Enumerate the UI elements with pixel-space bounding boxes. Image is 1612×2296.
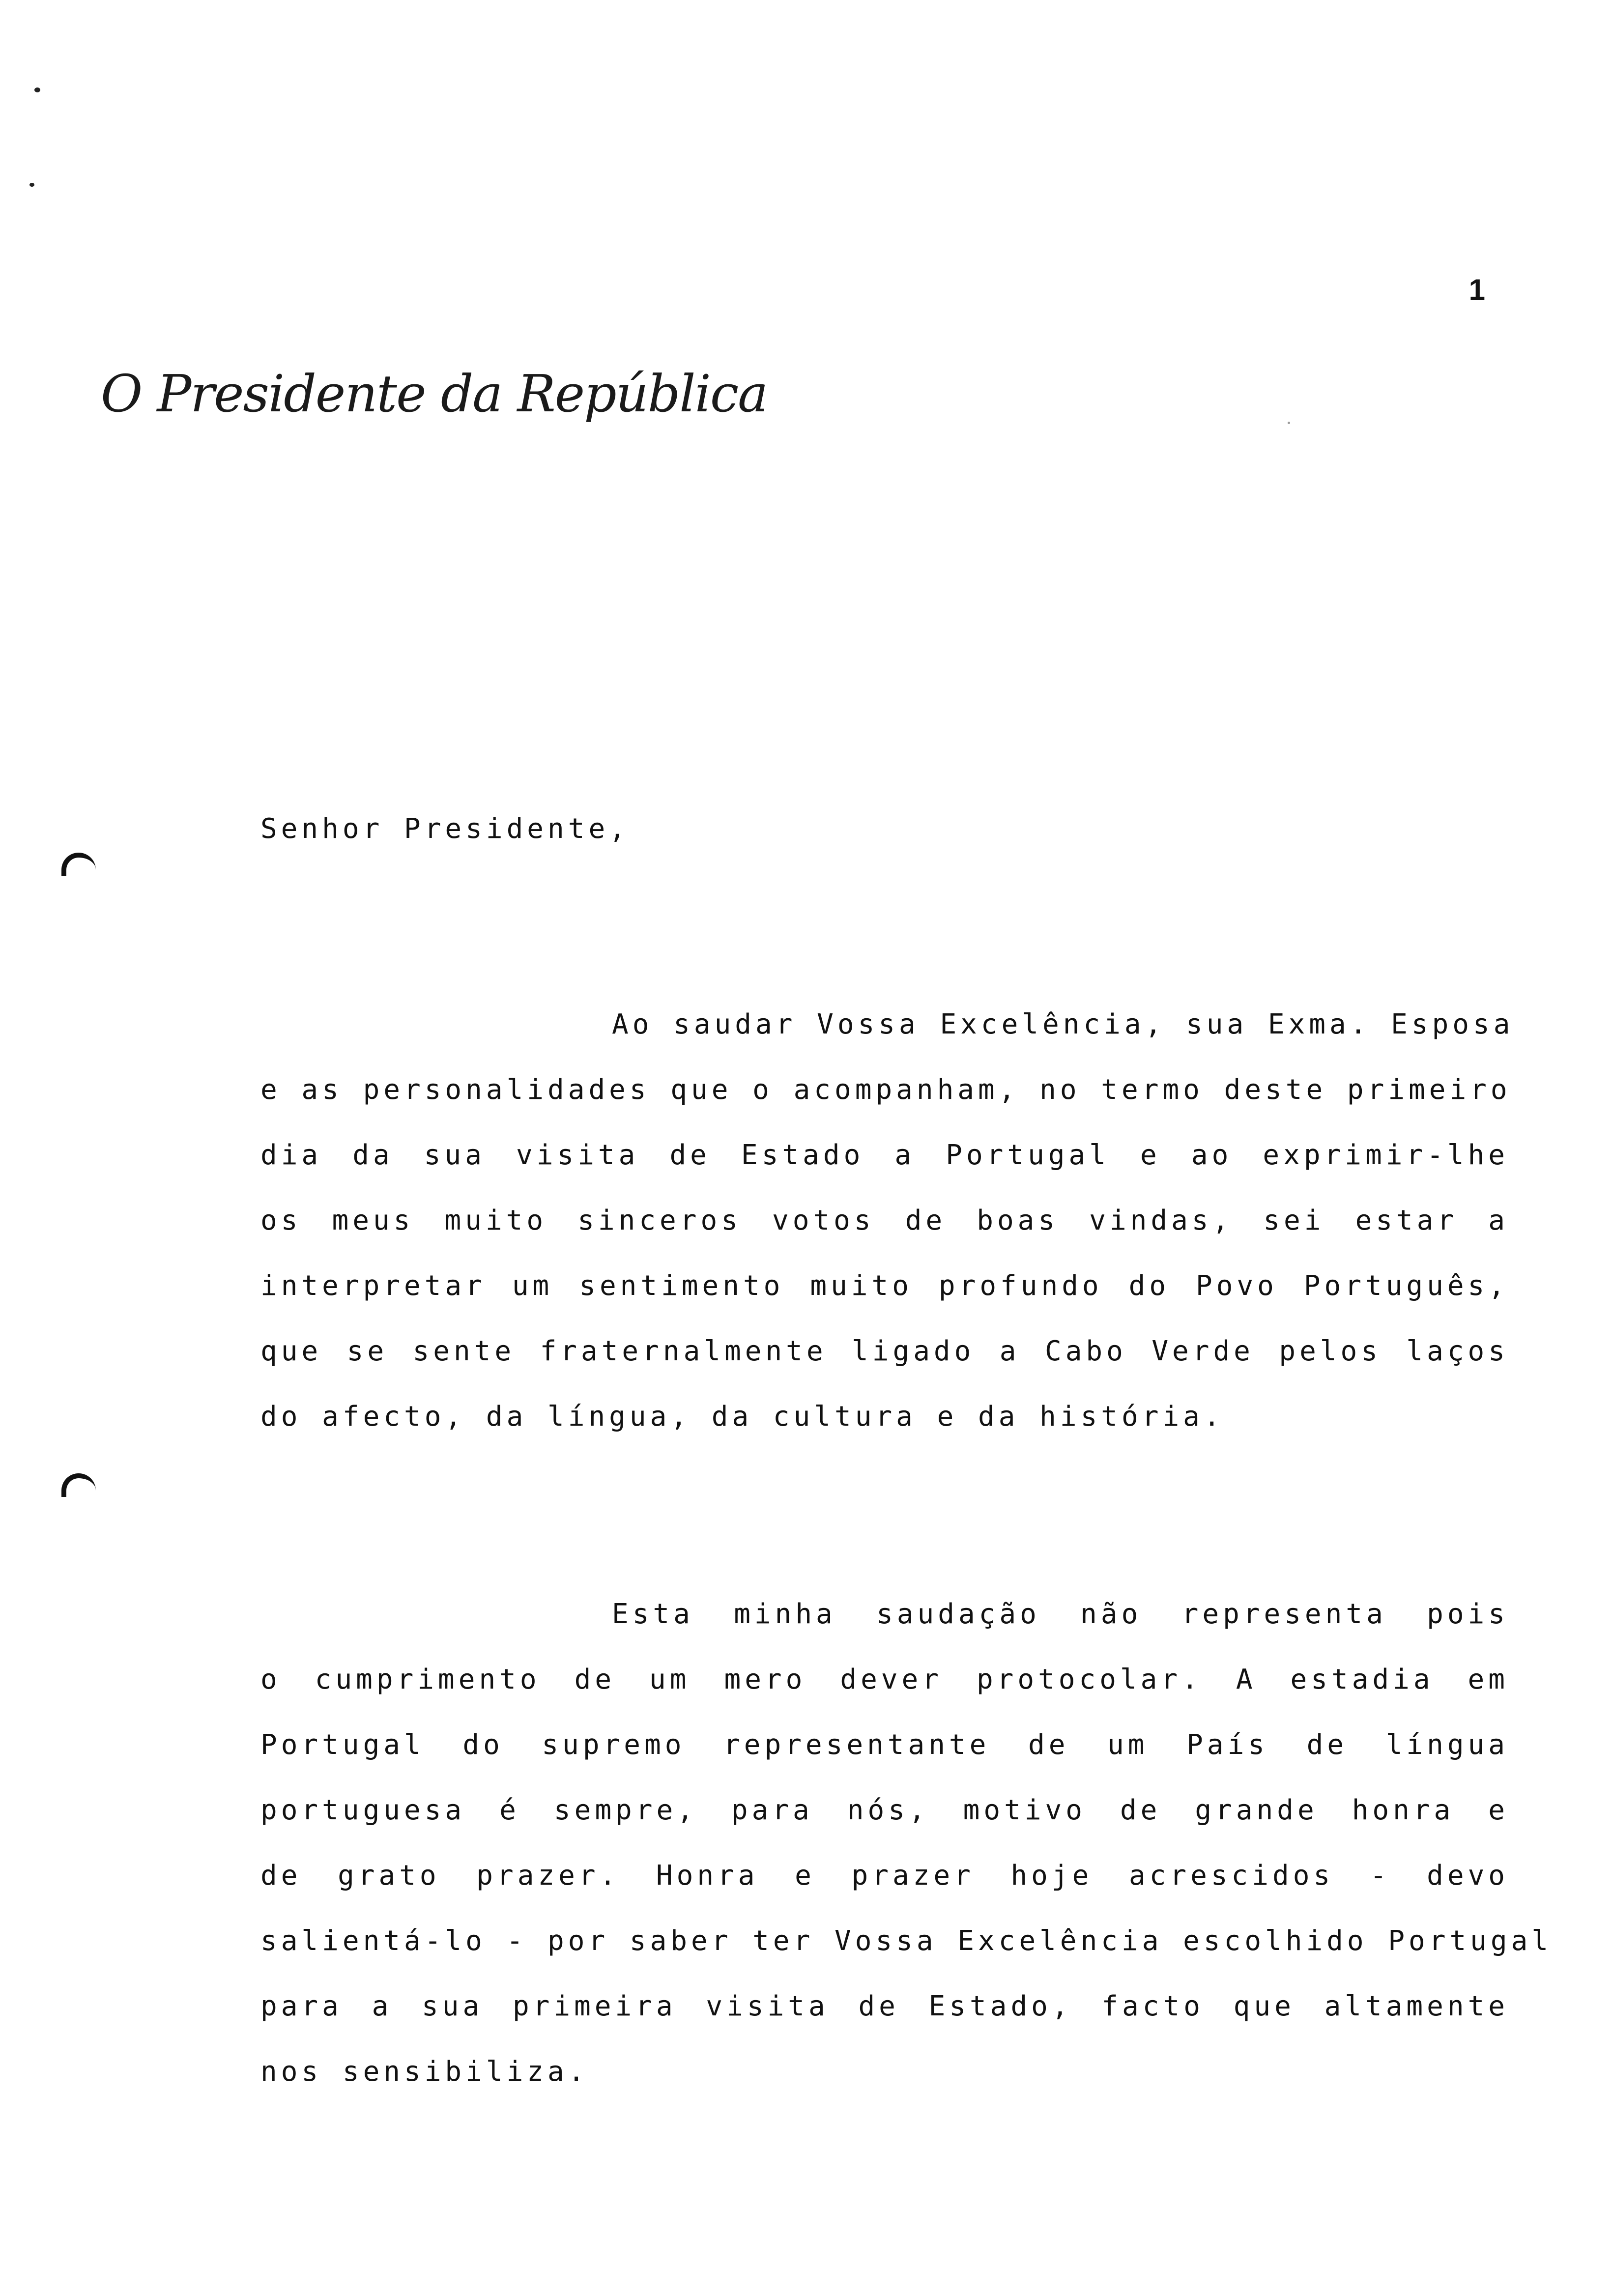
scan-speck-mark	[1288, 422, 1290, 424]
paragraph-line: de grato prazer. Honra e prazer hoje acrescidos - devo	[260, 1860, 1509, 1892]
paragraph-line: nos sensibiliza.	[260, 2056, 589, 2088]
paragraph-line: Esta minha saudação não representa pois	[612, 1598, 1509, 1630]
paragraph-line: para a sua primeira visita de Estado, facto que altamente	[260, 1990, 1509, 2022]
paragraph-line: dia da sua visita de Estado a Portugal e ao exprimir-lhe	[260, 1139, 1509, 1171]
paragraph-line: o cumprimento de um mero dever protocolar. A estadia em	[260, 1664, 1509, 1695]
salutation: Senhor Presidente,	[260, 813, 630, 845]
letterhead: O Presidente da República	[101, 364, 768, 424]
paragraph-2	[260, 1581, 1553, 2104]
punch-hole-mark	[61, 1473, 96, 1497]
punch-hole-mark	[61, 853, 96, 876]
paragraph-line: salientá-lo - por saber ter Vossa Excelência escolhido Portugal	[260, 1925, 1553, 1957]
paragraph-line: os meus muito sinceros votos de boas vindas, sei estar a	[260, 1205, 1509, 1236]
page-number: 1	[1468, 273, 1485, 306]
paragraph-line: do afecto, da língua, da cultura e da história.	[260, 1401, 1224, 1433]
paragraph-1	[260, 992, 1514, 1449]
paragraph-line: Ao saudar Vossa Excelência, sua Exma. Esposa	[612, 1008, 1514, 1040]
paragraph-line: que se sente fraternalmente ligado a Cabo Verde pelos laços	[260, 1335, 1509, 1367]
scan-dot-mark	[29, 183, 34, 187]
scan-dot-mark	[34, 87, 40, 92]
paragraph-line: portuguesa é sempre, para nós, motivo de grande honra e	[260, 1794, 1509, 1826]
paragraph-line: interpretar um sentimento muito profundo do Povo Português,	[260, 1270, 1509, 1302]
paragraph-line: e as personalidades que o acompanham, no termo deste primeiro	[260, 1074, 1511, 1106]
paragraph-line: Portugal do supremo representante de um País de língua	[260, 1729, 1509, 1761]
